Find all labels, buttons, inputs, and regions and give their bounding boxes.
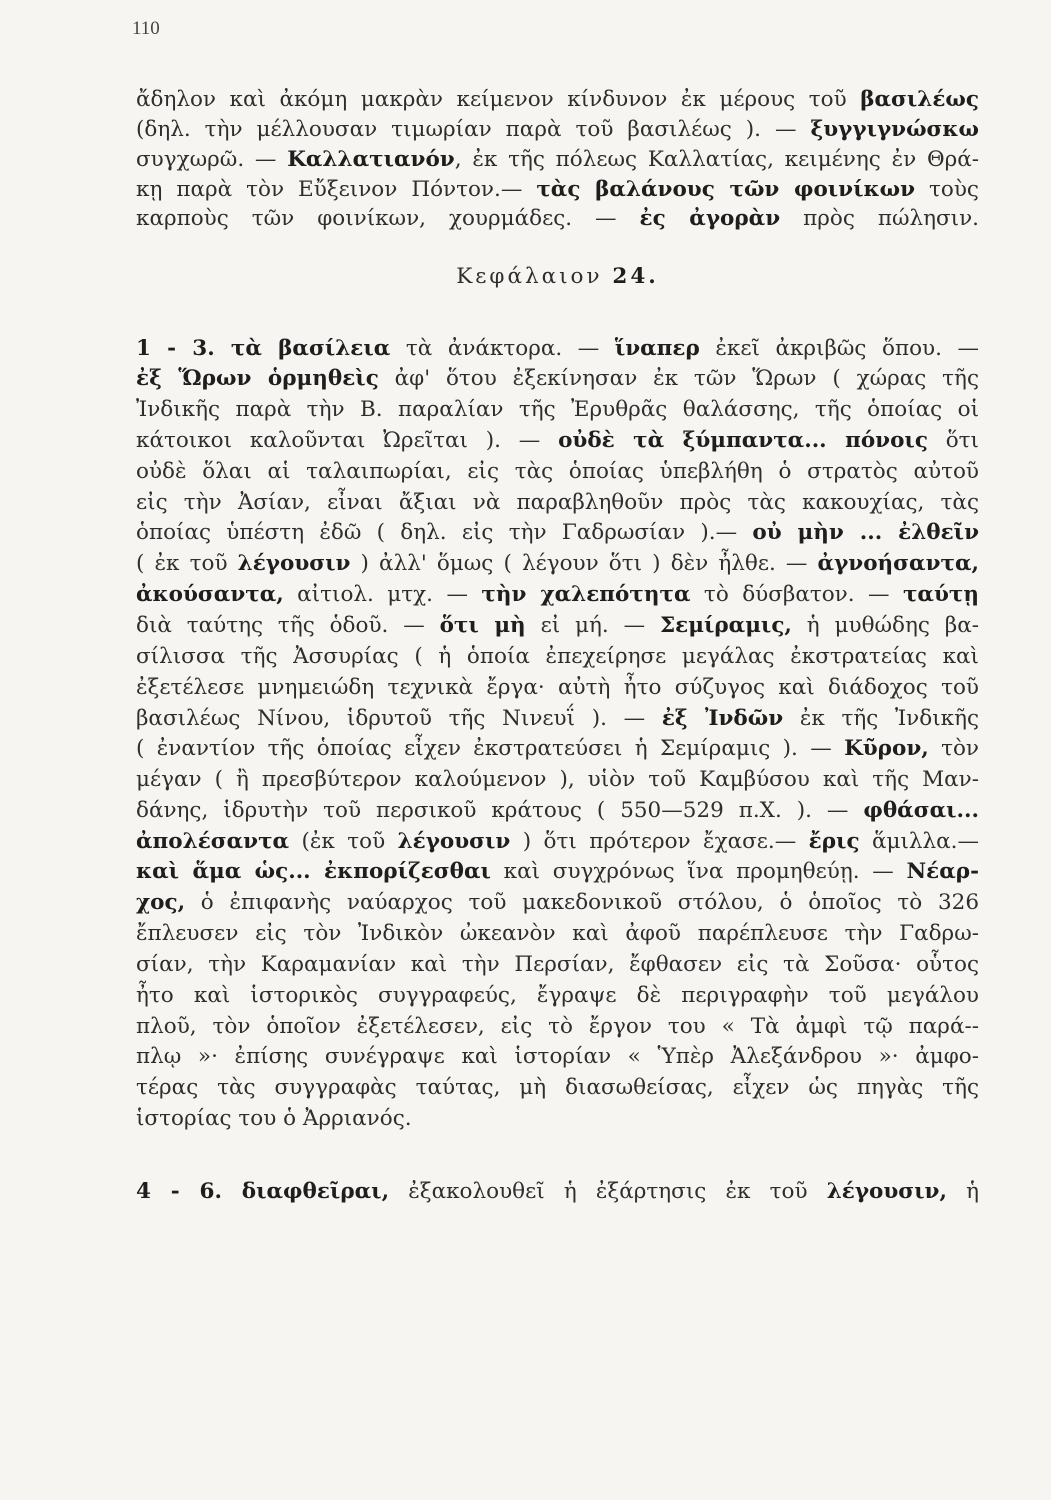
text-line: καὶ ἅμα ὡς... ἐκπορίζεσθαι καὶ συγχρόνως ἵνα προμηθεύῃ. — Νέαρ- — [136, 859, 979, 884]
text-line: εἰς τὴν Ἀσίαν, εἶναι ἄξιαι νὰ παραβληθοῦν πρὸς τὰς κακουχίας, τὰς — [136, 490, 979, 515]
text-line: ἄδηλον καὶ ἀκόμη μακρὰν κείμενον κίνδυνον ἐκ μέρους τοῦ βασιλέως — [136, 87, 979, 112]
text-line: βασιλέως Νίνου, ἱδρυτοῦ τῆς Νινευΐ ). — ἐξ Ἰνδῶν ἐκ τῆς Ἰνδικῆς — [136, 706, 979, 731]
text-line: ἐξετέλεσε μνημειώδη τεχνικὰ ἔργα· αὐτὴ ἦτο σύζυγος καὶ διάδοχος τοῦ — [136, 675, 979, 700]
chapter-heading: Κεφάλαιον 24. — [456, 264, 659, 289]
text-line: (δηλ. τὴν μέλλουσαν τιμωρίαν παρὰ τοῦ βασιλέως ). — ξυγγιγνώσκω — [136, 117, 979, 142]
text-line: καρποὺς τῶν φοινίκων, χουρμάδες. — ἐς ἀγορὰν πρὸς πώλησιν. — [136, 206, 979, 231]
text-line: ἀκούσαντα, αἰτιολ. μτχ. — τὴν χαλεπότητα τὸ δύσβατον. — ταύτῃ — [136, 582, 979, 607]
text-line: συγχωρῶ. — Καλλατιανόν, ἐκ τῆς πόλεως Καλλατίας, κειμένης ἐν Θρά- — [136, 147, 979, 172]
text-line: σίαν, τὴν Καραμανίαν καὶ τὴν Περσίαν, ἔφθασεν εἰς τὰ Σοῦσα· οὗτος — [136, 952, 979, 977]
page-number: 110 — [132, 18, 160, 39]
text-line: σίλισσα τῆς Ἀσσυρίας ( ἡ ὁποία ἐπεχείρησε μεγάλας ἐκστρατείας καὶ — [136, 644, 979, 669]
text-line: ἱστορίας του ὁ Ἀρριανός. — [136, 1106, 412, 1131]
text-line: ἔπλευσεν εἰς τὸν Ἰνδικὸν ὠκεανὸν καὶ ἀφοῦ παρέπλευσε τὴν Γαδρω- — [136, 921, 979, 946]
text-line: ἦτο καὶ ἱστορικὸς συγγραφεύς, ἔγραψε δὲ περιγραφὴν τοῦ μεγάλου — [136, 983, 979, 1008]
text-line: ἐξ Ὥρων ὁρμηθεὶς ἀφ' ὅτου ἐξεκίνησαν ἐκ τῶν Ὥρων ( χώρας τῆς — [136, 366, 979, 391]
text-line: 4 - 6. διαφθεῖραι, ἐξακολουθεῖ ἡ ἐξάρτησις ἐκ τοῦ λέγουσιν, ἡ — [136, 1179, 979, 1204]
text-line: ὁποίας ὑπέστη ἐδῶ ( δηλ. εἰς τὴν Γαδρωσίαν ).— οὐ μὴν ... ἐλθεῖν — [136, 520, 979, 545]
text-line: Ἰνδικῆς παρὰ τὴν Β. παραλίαν τῆς Ἐρυθρᾶς θαλάσσης, τῆς ὁποίας οἱ — [136, 397, 979, 422]
text-line: δάνης, ἱδρυτὴν τοῦ περσικοῦ κράτους ( 550—529 π.Χ. ). — φθάσαι... — [136, 798, 979, 823]
text-line: διὰ ταύτης τῆς ὁδοῦ. — ὅτι μὴ εἰ μή. — Σεμίραμις, ἡ μυθώδης βα- — [136, 613, 980, 638]
text-line: ( ἐκ τοῦ λέγουσιν ) ἀλλ' ὅμως ( λέγουν ὅτι ) δὲν ἦλθε. — ἀγνοήσαντα, — [136, 551, 979, 576]
text-line: κῃ παρὰ τὸν Εὔξεινον Πόντον.— τὰς βαλάνους τῶν φοινίκων τοὺς — [136, 177, 979, 202]
text-line: οὐδὲ ὅλαι αἱ ταλαιπωρίαι, εἰς τὰς ὁποίας ὑπεβλήθη ὁ στρατὸς αὐτοῦ — [136, 459, 979, 484]
text-line: πλοῦ, τὸν ὁποῖον ἐξετέλεσεν, εἰς τὸ ἔργον του « Τὰ ἀμφὶ τῷ παρά-- — [136, 1014, 979, 1039]
text-line: πλῳ »· ἐπίσης συνέγραψε καὶ ἱστορίαν « Ὑπὲρ Ἀλεξάνδρου »· ἀμφο- — [136, 1044, 979, 1069]
text-line: μέγαν ( ἢ πρεσβύτερον καλούμενον ), υἱὸν τοῦ Καμβύσου καὶ τῆς Μαν- — [136, 767, 979, 792]
text-line: ἀπολέσαντα (ἐκ τοῦ λέγουσιν ) ὅτι πρότερον ἔχασε.— ἔρις ἅμιλλα.— — [136, 829, 979, 854]
text-line: 1 - 3. τὰ βασίλεια τὰ ἀνάκτορα. — ἵναπερ ἐκεῖ ἀκριβῶς ὅπου. — — [136, 336, 979, 361]
text-line: κάτοικοι καλοῦνται Ὠρεῖται ). — οὐδὲ τὰ ξύμπαντα... πόνοις ὅτι — [136, 428, 979, 453]
text-line: χος, ὁ ἐπιφανὴς ναύαρχος τοῦ μακεδονικοῦ στόλου, ὁ ὁποῖος τὸ 326 — [136, 890, 979, 915]
text-line: τέρας τὰς συγγραφὰς ταύτας, μὴ διασωθείσας, εἶχεν ὡς πηγὰς τῆς — [136, 1075, 979, 1100]
text-line: ( ἐναντίον τῆς ὁποίας εἶχεν ἐκστρατεύσει ἡ Σεμίραμις ). — Κῦρον, τὸν — [136, 736, 979, 761]
